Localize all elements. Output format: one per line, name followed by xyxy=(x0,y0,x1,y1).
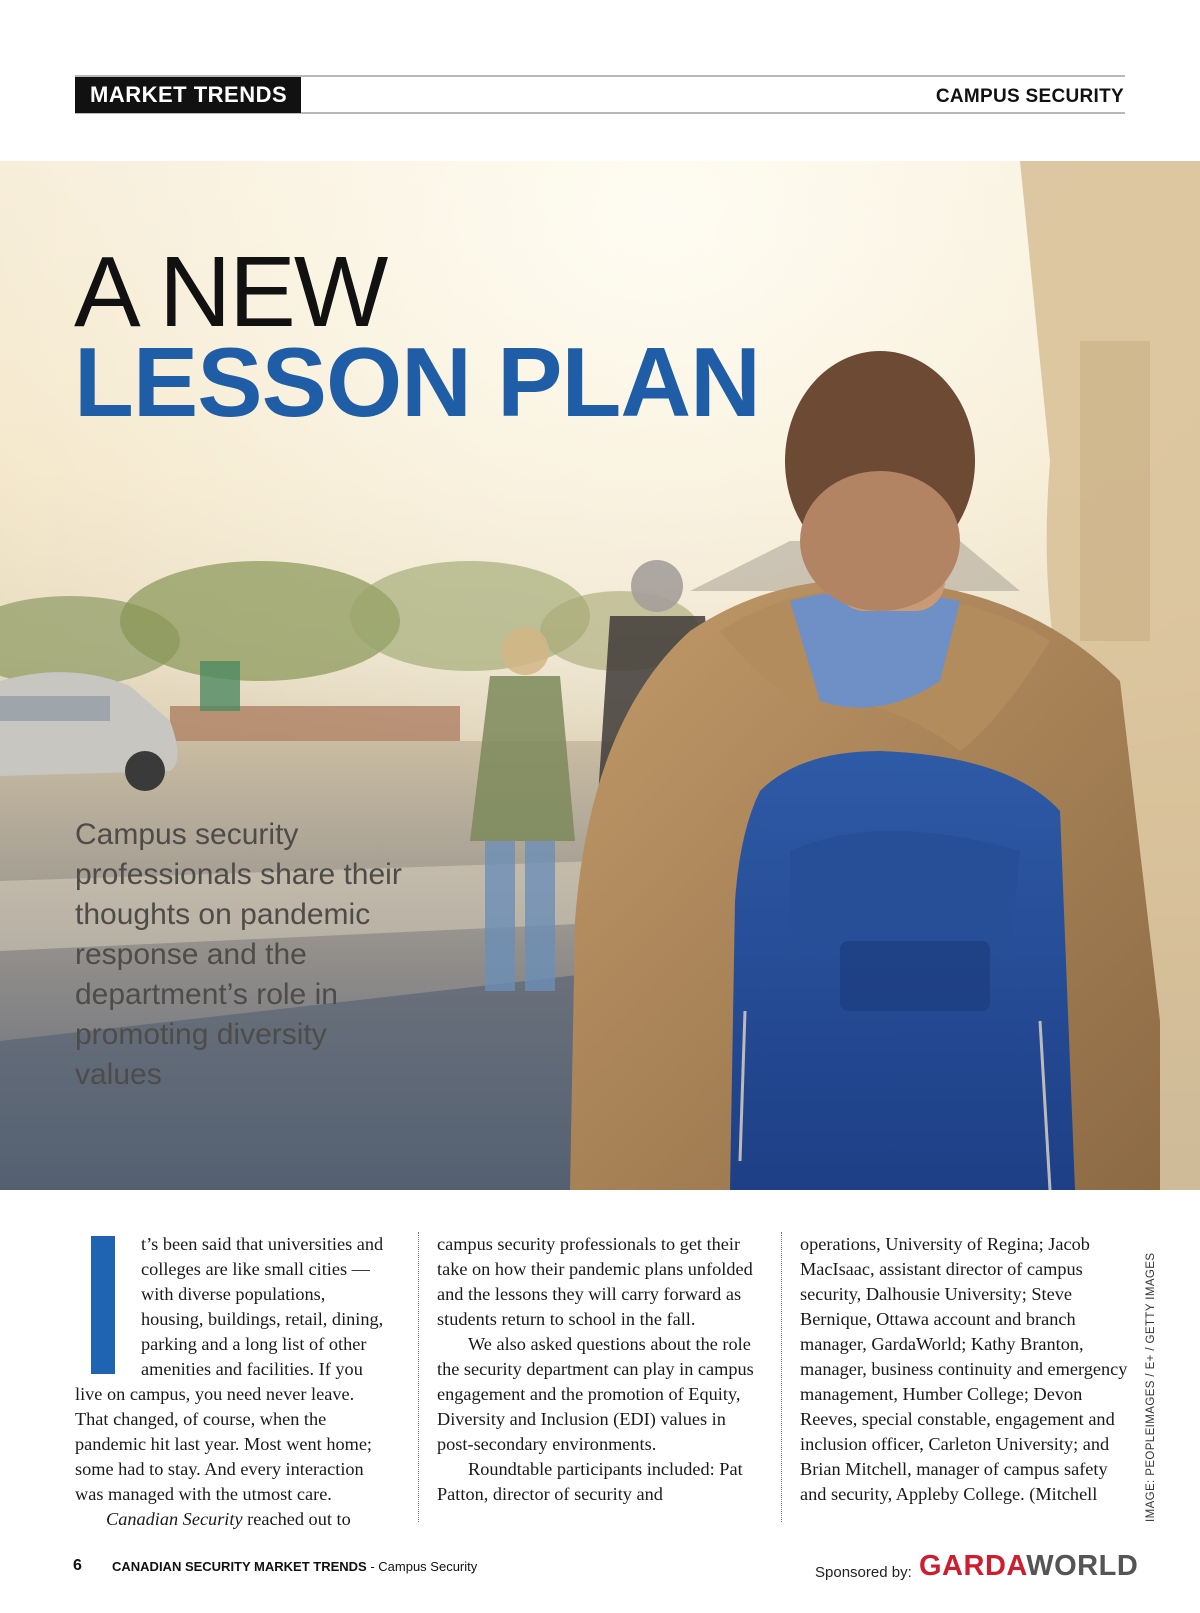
drop-cap xyxy=(91,1236,115,1374)
publication-italic: Canadian Security xyxy=(106,1509,243,1529)
sponsor-label: Sponsored by: xyxy=(815,1564,912,1581)
publication-name: CANADIAN SECURITY MARKET TRENDS xyxy=(112,1559,367,1574)
body-column-1 xyxy=(75,1232,390,1532)
deck-subtitle: Campus security professionals share their thoughts on pandemic response and the department’s role in promoting diversity values xyxy=(75,818,402,1091)
headline-line-1: A NEW xyxy=(74,236,387,348)
image-credit: IMAGE: PEOPLEIMAGES / E+ / GETTY IMAGES xyxy=(1145,1252,1157,1522)
hero-image xyxy=(0,161,1200,1190)
paragraph: t’s been said that universities and colleges are like small cities — with diverse populations, housing, buildings, retail, dining, parking and a long list of other amenities and facilities. If you live on campus, you need never leave. That changed, of course, when the pandemic hit last year. Most went home; some had to stay. And every interaction was managed with the utmost care. xyxy=(75,1234,384,1504)
paragraph: We also asked questions about the role the security department can play in campus engagement and the promotion of Equity, Diversity and Inclusion (EDI) values in post-secondary environments. xyxy=(437,1334,754,1454)
sponsor-logo xyxy=(919,1550,1138,1583)
paragraph: Roundtable participants included: Pat Patton, director of security and xyxy=(437,1459,743,1504)
paragraph xyxy=(75,1507,390,1532)
column-divider xyxy=(781,1232,782,1522)
column-divider xyxy=(418,1232,419,1522)
body-column-2 xyxy=(437,1232,762,1507)
page-number: 6 xyxy=(73,1557,82,1574)
headline-line-2: LESSON PLAN xyxy=(74,327,760,437)
section-tag: MARKET TRENDS xyxy=(75,77,301,113)
sponsor-logo-part-1: GARDA xyxy=(919,1550,1027,1582)
publication-section: - Campus Security xyxy=(366,1559,478,1574)
paragraph-rest: reached out to xyxy=(242,1509,351,1529)
sponsor-logo-part-2: WORLD xyxy=(1026,1550,1139,1582)
paragraph: operations, University of Regina; Jacob MacIsaac, assistant director of campus security, Dalhousie University; Steve Bernique, Ottawa account and branch manager, GardaWorld; Kathy Branton, manager, business continuity and emergency management, Humber College; Devon Reeves, special constable, engagement and inclusion officer, Carleton University; and Brian Mitchell, manager of campus safety and security, Appleby College. (Mitchell xyxy=(800,1234,1128,1504)
section-label: CAMPUS SECURITY xyxy=(935,86,1124,107)
paragraph: campus security professionals to get their take on how their pandemic plans unfolded and the lessons they will carry forward as students return to school in the fall. xyxy=(437,1234,753,1329)
body-column-3 xyxy=(800,1232,1128,1507)
footer-publication xyxy=(112,1559,477,1574)
